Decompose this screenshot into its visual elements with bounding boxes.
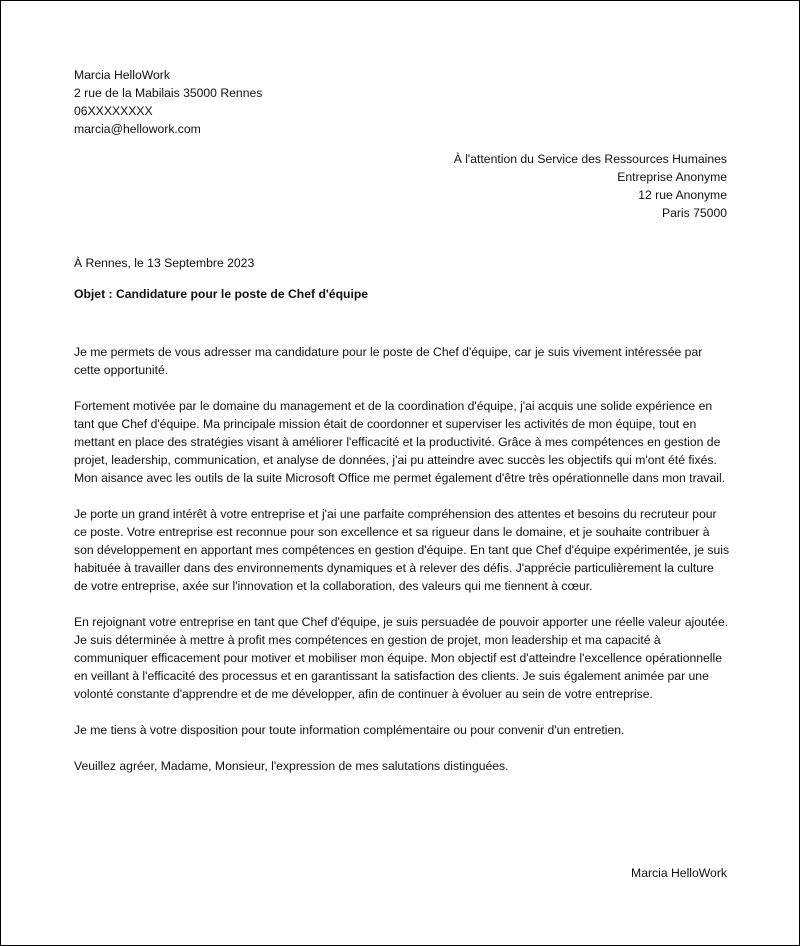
body-paragraph-availability: Je me tiens à votre disposition pour toute information complémentaire ou pour convenir d'un entretien. [74,723,625,737]
body-paragraph-experience: Fortement motivée par le domaine du management et de la coordination d'équipe, j'ai acquis une solide expérience en tant que Chef d'équipe. Ma principale mission était de coordonner et superviser les activités de mon équipe, tout en mettant en place des stratégies visant à améliorer l'efficacité et la productivité. Grâce à mes compétences en gestion de projet, leadership, communication, et analyse de données, j'ai pu atteindre avec succès les objectifs qui m'ont été fixés. Mon aisance avec les outils de la suite Microsoft Office me permet également d'être très opérationnelle dans mon travail. [74,399,726,485]
recipient-company: Entreprise Anonyme [617,170,727,184]
body-paragraph-value: En rejoignant votre entreprise en tant que Chef d'équipe, je suis persuadée de pouvoir apporter une réelle valeur ajoutée. Je suis déterminée à mettre à profit mes compétences en gestion de projet, mon leadership et ma capacité à communiquer efficacement pour motiver et mobiliser mon équipe. Mon objectif est d'atteindre l'excellence opérationnelle en veillant à l'efficacité des processus et en garantissant la satisfaction des clients. Je suis également animée par une volonté constante d'apprendre et de me développer, afin de continuer à évoluer au sein de votre entreprise. [74,615,729,701]
body-paragraph-closing: Veuillez agréer, Madame, Monsieur, l'expression de mes salutations distinguées. [74,759,509,773]
sender-block [74,66,730,138]
body-paragraph-company: Je porte un grand intérêt à votre entreprise et j'ai une parfaite compréhension des attentes et besoins du recruteur pour ce poste. Votre entreprise est reconnue pour son excellence et sa rigueur dans le domaine, et je souhaite contribuer à son développement en apportant mes compétences en gestion d'équipe. En tant que Chef d'équipe expérimentée, je suis habituée à travailler dans des environnements dynamiques et à relever des défis. J'apprécie particulièrement la culture de votre entreprise, axée sur l'innovation et la collaboration, des valeurs qui me tiennent à cœur. [74,507,730,593]
body-paragraph-intro: Je me permets de vous adresser ma candidature pour le poste de Chef d'équipe, car je suis vivement intéressée par cette opportunité. [74,345,703,377]
signature: Marcia HelloWork [631,866,727,880]
recipient-city: Paris 75000 [661,206,727,220]
sender-name: Marcia HelloWork [74,68,170,82]
sender-phone: 06XXXXXXXX [74,104,153,118]
recipient-block [327,150,727,222]
letter-body [74,343,730,793]
letter-date: À Rennes, le 13 Septembre 2023 [74,256,255,270]
sender-address: 2 rue de la Mabilais 35000 Rennes [74,86,263,100]
sender-email: marcia@hellowork.com [74,122,201,136]
letter-subject: Objet : Candidature pour le poste de Chef d'équipe [74,287,369,301]
recipient-street: 12 rue Anonyme [638,188,727,202]
recipient-attention: À l'attention du Service des Ressources Humaines [453,152,727,166]
